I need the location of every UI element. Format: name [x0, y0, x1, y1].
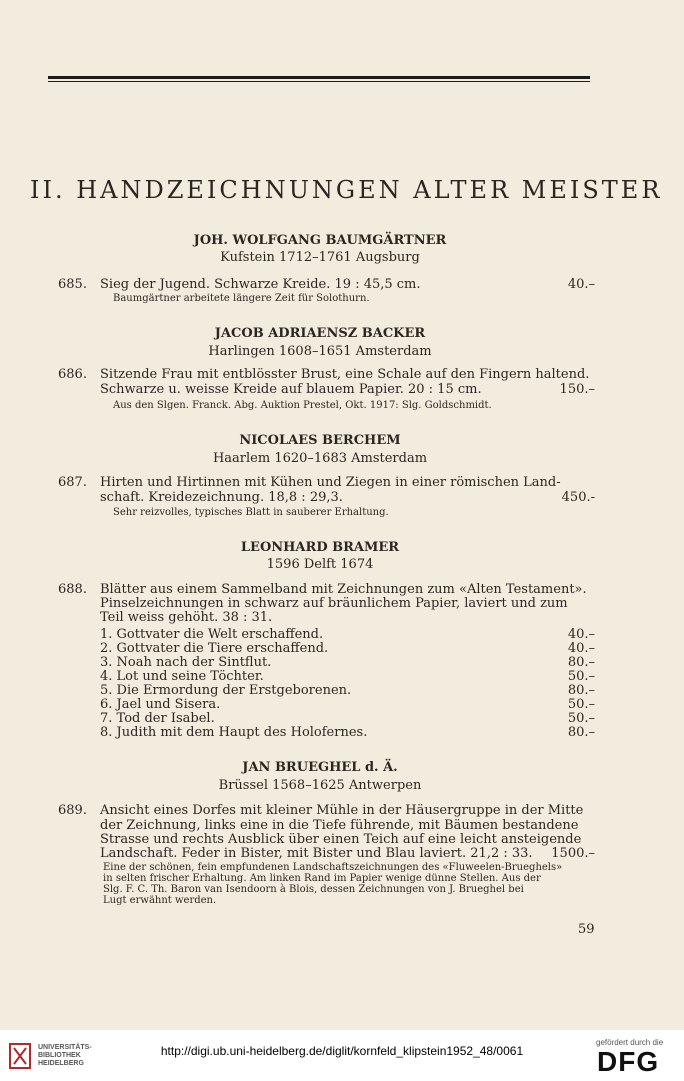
sub-item: 5. Die Ermordung der Erstgeborenen. [100, 683, 352, 698]
sub-item: 6. Jael und Sisera. [100, 697, 221, 712]
sub-item: 7. Tod der Isabel. [100, 711, 215, 726]
sub-item-price: 50.– [567, 711, 595, 726]
artist-name: NICOLAES BERCHEM [239, 433, 401, 448]
lot-price: 450.- [561, 490, 595, 505]
sub-item: 2. Gottvater die Tiere erschaffend. [100, 641, 329, 656]
sub-item: 8. Judith mit dem Haupt des Holofernes. [100, 725, 368, 740]
institution-line: BIBLIOTHEK [38, 1052, 81, 1059]
lot-number: 685. [58, 277, 87, 292]
institution-line: UNIVERSITÄTS- [38, 1044, 92, 1051]
artist-name: JOH. WOLFGANG BAUMGÄRTNER [193, 233, 447, 248]
lot-description: schaft. Kreidezeichnung. 18,8 : 29,3. [100, 490, 343, 505]
lot-number: 686. [58, 367, 87, 382]
sub-item-price: 80.– [567, 655, 595, 670]
artist-life: Kufstein 1712–1761 Augsburg [220, 250, 420, 265]
lot-description: der Zeichnung, links eine in die Tiefe führende, mit Bäumen bestandene [100, 818, 579, 833]
lot-description: Pinselzeichnungen in schwarz auf bräunlichem Papier, laviert und zum [100, 596, 568, 611]
lot-number: 689. [58, 803, 87, 818]
lot-number: 687. [58, 475, 87, 490]
lot-price: 1500.– [551, 846, 595, 861]
lot-note: Eine der schönen, fein empfundenen Landschaftszeichnungen des «Fluweelen-Brueghels» [103, 862, 563, 873]
sub-item-price: 50.– [567, 697, 595, 712]
artist-life: Harlingen 1608–1651 Amsterdam [208, 344, 432, 359]
lot-number: 688. [58, 582, 87, 597]
lot-description: Teil weiss gehöht. 38 : 31. [100, 610, 273, 625]
page-number: 59 [578, 922, 595, 937]
artist-life: Haarlem 1620–1683 Amsterdam [212, 451, 428, 466]
lot-description: Strasse und rechts Ausblick über einen Teich auf eine leicht ansteigende [100, 832, 582, 847]
lot-note: Baumgärtner arbeitete längere Zeit für Solothurn. [113, 293, 370, 304]
institution-line: HEIDELBERG [38, 1060, 84, 1067]
artist-name: LEONHARD BRAMER [240, 540, 400, 555]
sub-item: 3. Noah nach der Sintflut. [100, 655, 272, 670]
sub-item-price: 40.– [567, 641, 595, 656]
lot-description: Hirten und Hirtinnen mit Kühen und Ziegen in einer römischen Land- [100, 475, 561, 490]
artist-name: JAN BRUEGHEL d. Ä. [242, 760, 398, 775]
lot-note: in selten frischer Erhaltung. Am linken Rand im Papier wenige dünne Stellen. Aus der [103, 873, 541, 884]
artist-life: Brüssel 1568–1625 Antwerpen [218, 778, 422, 793]
header-rule-thin [48, 81, 590, 82]
dfg-logo: DFG [597, 1046, 660, 1077]
artist-life: 1596 Delft 1674 [266, 557, 374, 572]
sub-item-price: 80.– [567, 725, 595, 740]
lot-description: Ansicht eines Dorfes mit kleiner Mühle in der Häusergruppe in der Mitte [100, 803, 584, 818]
section-title: II. HANDZEICHNUNGEN ALTER MEISTER [30, 176, 663, 204]
lot-description: Sitzende Frau mit entblösster Brust, eine Schale auf den Fingern haltend. [100, 367, 590, 382]
lot-price: 40.– [567, 277, 595, 292]
sub-item-price: 50.– [567, 669, 595, 684]
sub-item-price: 80.– [567, 683, 595, 698]
lot-note: Slg. F. C. Th. Baron van Isendoorn à Blois, dessen Zeichnungen von J. Brueghel bei [103, 884, 524, 895]
funded-by-label: gefördert durch die [596, 1038, 664, 1047]
source-url-link[interactable]: http://digi.ub.uni-heidelberg.de/diglit/kornfeld_klipstein1952_48/0061 [160, 1044, 524, 1058]
lot-description: Schwarze u. weisse Kreide auf blauem Papier. 20 : 15 cm. [100, 382, 482, 397]
lot-price: 150.– [559, 382, 595, 397]
lot-description: Blätter aus einem Sammelband mit Zeichnungen zum «Alten Testament». [100, 582, 587, 597]
artist-name: JACOB ADRIAENSZ BACKER [214, 326, 426, 341]
header-rule-thick [48, 76, 590, 79]
lot-note: Aus den Slgen. Franck. Abg. Auktion Prestel, Okt. 1917: Slg. Goldschmidt. [113, 400, 492, 411]
sub-item-price: 40.– [567, 627, 595, 642]
lot-note: Lugt erwähnt werden. [103, 895, 217, 906]
lot-description: Sieg der Jugend. Schwarze Kreide. 19 : 45,5 cm. [100, 277, 421, 292]
sub-item: 1. Gottvater die Welt erschaffend. [100, 627, 324, 642]
lot-description: Landschaft. Feder in Bister, mit Bister und Blau laviert. 21,2 : 33. [100, 846, 533, 861]
sub-item: 4. Lot und seine Töchter. [100, 669, 264, 684]
lot-note: Sehr reizvolles, typisches Blatt in sauberer Erhaltung. [113, 507, 389, 518]
